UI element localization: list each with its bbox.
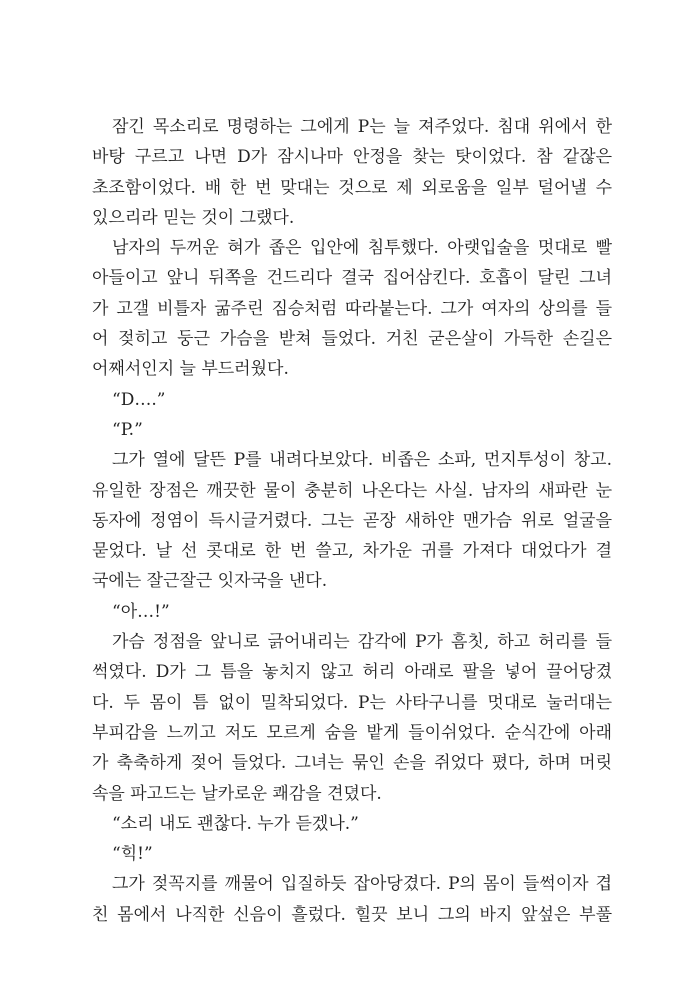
- text-line: 부피감을 느끼고 저도 모르게 숨을 밭게 들이쉬었다. 순식간에 아래: [92, 722, 612, 743]
- text-line: 속을 파고드는 날카로운 쾌감을 견뎠다.: [92, 783, 382, 804]
- body-text: [92, 112, 612, 930]
- text-line: 남자의 두꺼운 혀가 좁은 입안에 침투했다. 아랫입술을 멋대로 빨: [112, 238, 612, 259]
- text-line: 바탕 구르고 나면 D가 잠시나마 안정을 찾는 탓이었다. 참 같잖은: [92, 147, 612, 168]
- text-line: 있으리라 믿는 것이 그랬다.: [92, 207, 295, 228]
- text-line: 가슴 정점을 앞니로 긁어내리는 감각에 P가 흠칫, 하고 허리를 들: [112, 632, 612, 653]
- text-line: 가 축축하게 젖어 들었다. 그녀는 묶인 손을 쥐었다 폈다, 하며 머릿: [92, 753, 612, 774]
- dialogue-line: “D….”: [112, 389, 166, 410]
- dialogue-line: “힉!”: [112, 844, 153, 865]
- text-line: 동자에 정염이 득시글거렸다. 그는 곧장 새하얀 맨가슴 위로 얼굴을: [92, 510, 612, 531]
- text-line: 친 몸에서 나직한 신음이 흘렀다. 힐끗 보니 그의 바지 앞섶은 부풀: [92, 904, 612, 925]
- dialogue-line: “소리 내도 괜찮다. 누가 듣겠나.”: [112, 813, 359, 834]
- text-line: 초조함이었다. 배 한 번 맞대는 것으로 제 외로움을 일부 덜어낼 수: [92, 177, 612, 198]
- text-line: 어째서인지 늘 부드러웠다.: [92, 359, 289, 380]
- text-line: 어 젖히고 둥근 가슴을 받쳐 들었다. 거친 굳은살이 가득한 손길은: [92, 329, 612, 350]
- text-line: 국에는 잘근잘근 잇자국을 낸다.: [92, 571, 328, 592]
- dialogue-line: “아…!”: [112, 601, 170, 622]
- text-line: 썩였다. D가 그 틈을 놓치지 않고 허리 아래로 팔을 넣어 끌어당겼: [92, 662, 612, 683]
- dialogue-line: “P.”: [112, 419, 143, 440]
- text-line: 아들이고 앞니 뒤쪽을 건드리다 결국 집어삼킨다. 호흡이 달린 그녀: [92, 268, 612, 289]
- text-line: 그가 젖꼭지를 깨물어 입질하듯 잡아당겼다. P의 몸이 들썩이자 겹: [112, 874, 612, 895]
- text-line: 다. 두 몸이 틈 없이 밀착되었다. P는 사타구니를 멋대로 눌러대는: [92, 692, 612, 713]
- text-line: 유일한 장점은 깨끗한 물이 충분히 나온다는 사실. 남자의 새파란 눈: [92, 480, 612, 501]
- text-line: 묻었다. 날 선 콧대로 한 번 쓸고, 차가운 귀를 가져다 대었다가 결: [92, 541, 612, 562]
- text-line: 잠긴 목소리로 명령하는 그에게 P는 늘 져주었다. 침대 위에서 한: [112, 117, 612, 137]
- text-line: 가 고갤 비틀자 굶주린 짐승처럼 따라붙는다. 그가 여자의 상의를 들: [92, 298, 612, 319]
- text-line: 그가 열에 달뜬 P를 내려다보았다. 비좁은 소파, 먼지투성이 창고.: [112, 450, 612, 471]
